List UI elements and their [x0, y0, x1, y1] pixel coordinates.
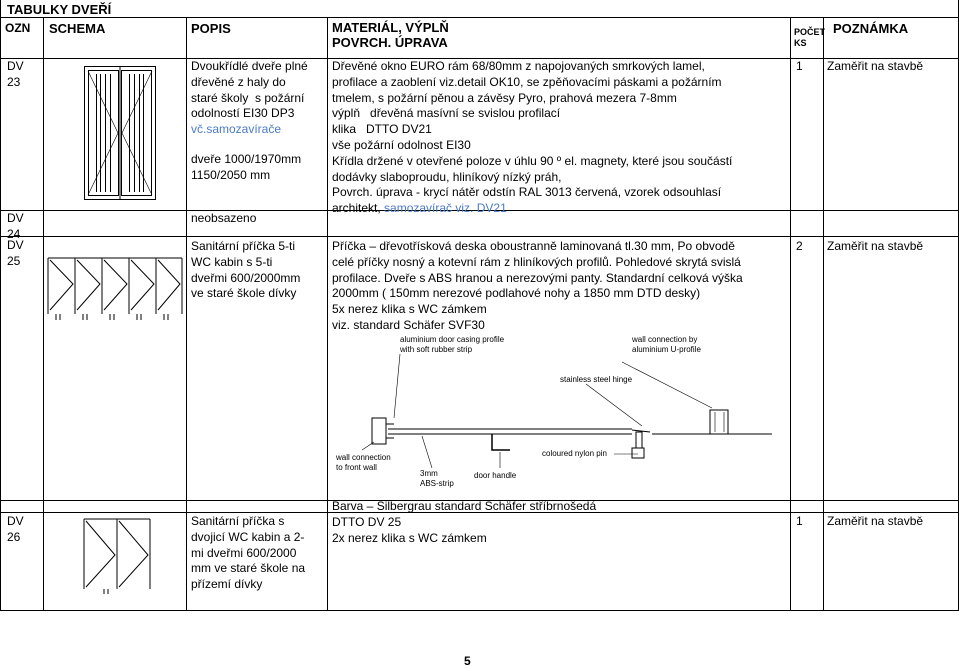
detail-label-abs-1: 3mm [420, 469, 438, 478]
row-dv26-poznamka: Zaměřit na stavbě [827, 514, 924, 528]
double-door-schema [84, 66, 156, 200]
row-dv26-pocet: 1 [796, 514, 803, 528]
grid-line [790, 17, 791, 610]
grid-line [327, 17, 328, 610]
detail-label-frame-2: with soft rubber strip [400, 345, 473, 354]
header-material: MATERIÁL, VÝPLŇ POVRCH. ÚPRAVA [332, 20, 449, 50]
detail-label-wall-lower-1: wall connection [336, 453, 391, 462]
row-dv23-popis: Dvoukřídlé dveře plné dřevěné z haly do staré školy s požární odolností EI30 DP3 [191, 59, 308, 121]
grid-line [0, 610, 959, 611]
grid-line [823, 17, 824, 610]
header-popis: POPIS [191, 21, 231, 36]
row-dv23-pocet: 1 [796, 59, 803, 73]
row-dv25-pocet: 2 [796, 239, 803, 253]
row-dv23-popis-link[interactable]: vč.samozavírače [191, 122, 282, 136]
grid-line [0, 17, 959, 18]
grid-line [0, 236, 959, 237]
row-dv24-ozn: DV 24 [7, 211, 24, 241]
partition-detail-drawing [332, 332, 788, 498]
header-poznamka: POZNÁMKA [833, 21, 909, 36]
detail-label-foot: coloured nylon pin [542, 449, 607, 458]
detail-label-wall-upper-2: aluminium U-profile [632, 345, 701, 354]
grid-line [0, 0, 1, 610]
detail-label-hinge: stainless steel hinge [560, 375, 633, 384]
row-dv25-ozn: DV 25 [7, 238, 24, 268]
table-title: TABULKY DVEŘÍ [7, 2, 112, 17]
row-dv23-material-text: Dřevěné okno EURO rám 68/80mm z napojovaných smrkových lamel, profilace a zaoblení viz.detail OK10, se zpěňovacími páskami a požárním tmelem, s požární pěnou a závěsy Pyro, prahová mezera 7-8mm výplň dřevěná masívní se svislou profilací klika DTTO DV21 vše požární odolnost EI30 Křídla držené v otevřené poloze v úhlu 90 º el. magnety, které jsou součástí dodávky slaboproudu, hliníkový nízký práh, Povrch. úprava - krycí nátěr odstín RAL 3013 červená, vzorek odsouhlasí architekt, [332, 59, 733, 216]
header-ozn: OZN [5, 21, 31, 35]
row-dv26-popis: Sanitární příčka s dvojicí WC kabin a 2- mi dveřmi 600/2000 mm ve staré škole na přízemí dívky [191, 514, 306, 592]
row-dv23-popis-size: dveře 1000/1970mm 1150/2050 mm [191, 152, 302, 182]
grid-line [43, 17, 44, 610]
page-number: 5 [464, 654, 471, 668]
row-dv23-poznamka: Zaměřit na stavbě [827, 59, 924, 73]
row-dv23-material [332, 59, 732, 217]
row-dv25-material: Příčka – dřevotřísková deska oboustranně laminovaná tl.30 mm, Po obvodě celé příčky nosný a kotevní rám z hliníkových profilů. Pohledové skrytá svislá profilace. Dveře s ABS hranou a nerezovými panty. Standardní celková výška 2000mm ( 150mm nerezové podlahové nohy a 1850 mm DTD desky) 5x nerez klika s WC zámkem viz. standard Schäfer SVF30 [332, 239, 743, 332]
detail-label-abs-2: ABS-strip [420, 479, 454, 488]
five-cabin-schema [46, 244, 184, 322]
detail-label-wall-lower-2: to front wall [336, 463, 377, 472]
grid-line [186, 17, 187, 610]
detail-label-wall-upper-1: wall connection by [632, 335, 698, 344]
detail-label-frame-1: aluminium door casing profile [400, 335, 505, 344]
header-schema: SCHEMA [49, 21, 106, 36]
row-dv25-poznamka: Zaměřit na stavbě [827, 239, 924, 253]
row-dv26-material: Barva – Silbergrau standard Schäfer stříbrnošedá DTTO DV 25 2x nerez klika s WC zámkem [332, 499, 597, 545]
two-cabin-schema [82, 515, 152, 595]
row-dv23-material-link[interactable]: samozavírač viz. DV21 [384, 201, 507, 216]
row-dv26-ozn: DV 26 [7, 514, 24, 544]
header-pocet: POČET KS [794, 27, 826, 48]
row-dv23-ozn: DV 23 [7, 59, 24, 89]
detail-label-handle: door handle [474, 471, 517, 480]
row-dv25-popis: Sanitární příčka 5-ti WC kabin s 5-ti dveřmi 600/2000mm ve staré škole dívky [191, 239, 301, 301]
row-dv24-popis: neobsazeno [191, 211, 257, 225]
